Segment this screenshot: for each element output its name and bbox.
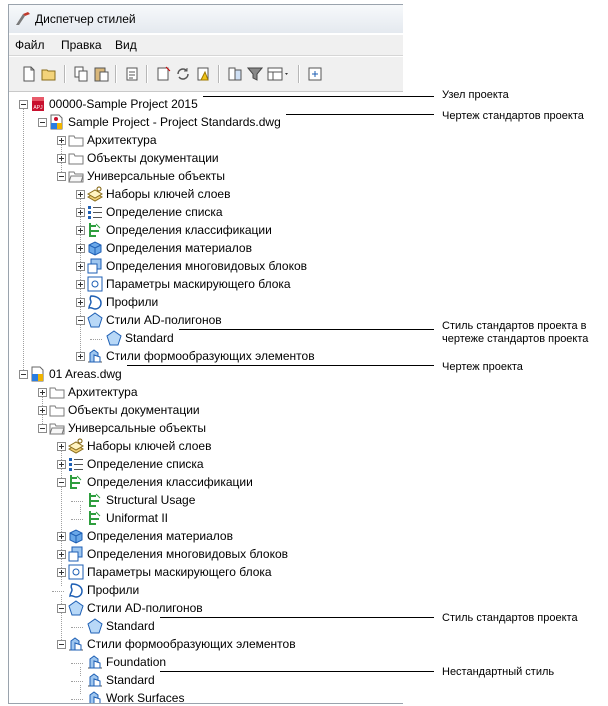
classification-icon: [68, 474, 84, 490]
node-multi-purpose-2[interactable]: [9, 420, 403, 438]
collapse-icon[interactable]: [57, 478, 66, 487]
tree-connector: [80, 199, 81, 208]
tree-connector: [71, 519, 83, 520]
tree-item-label: Определение списка: [87, 457, 204, 471]
annotation-standards-drawing: [442, 110, 584, 123]
expand-icon[interactable]: [38, 388, 47, 397]
node-areas-drawing[interactable]: [9, 366, 403, 384]
tree-item-label: Стили AD-полигонов: [106, 313, 222, 327]
tree-connector: [61, 577, 62, 586]
project-apj-icon: [30, 96, 46, 112]
standards-drawing-icon: [49, 114, 65, 130]
mass-element-icon: [87, 654, 103, 670]
version-style-icon[interactable]: [195, 66, 211, 82]
node-mask-block-1[interactable]: [9, 276, 403, 294]
polygon-icon: [68, 600, 84, 616]
node-mask-block-2[interactable]: [9, 564, 403, 582]
folder-open-icon: [68, 168, 84, 184]
annotation-standards-style: [442, 612, 578, 625]
tree-item-label: Определения многовидовых блоков: [106, 259, 308, 273]
toolbar-separator: [64, 65, 66, 83]
menu-view[interactable]: Вид: [115, 38, 137, 52]
folder-icon: [49, 384, 65, 400]
expand-icon[interactable]: [76, 226, 85, 235]
callout-line: [160, 617, 434, 618]
expand-icon[interactable]: [76, 208, 85, 217]
view-options-icon[interactable]: [267, 66, 291, 82]
tree-item-label: Определение списка: [106, 205, 223, 219]
tree-connector: [80, 685, 81, 694]
expand-icon[interactable]: [76, 280, 85, 289]
collapse-icon[interactable]: [57, 640, 66, 649]
annotation-text-line: Чертеж стандартов проекта: [442, 110, 584, 122]
tree-item-label: Structural Usage: [106, 493, 196, 507]
edit-style-icon[interactable]: [227, 66, 243, 82]
node-structural-usage[interactable]: [9, 492, 403, 510]
toolbar-separator: [146, 65, 148, 83]
tree-item-label: Универсальные объекты: [68, 421, 207, 435]
tree-item-label: Определения материалов: [87, 529, 233, 543]
node-standards-drawing[interactable]: [9, 114, 403, 132]
tree-item-label: Стили формообразующих элементов: [106, 349, 315, 363]
collapse-icon[interactable]: [57, 604, 66, 613]
node-mass-element-2[interactable]: [9, 636, 403, 654]
window-title: Диспетчер стилей: [35, 12, 136, 26]
tree-item-label: Наборы ключей слоев: [106, 187, 231, 201]
callout-line: [203, 96, 434, 97]
annotation-project-drawing: [442, 361, 523, 374]
callout-line: [286, 114, 434, 115]
tree-connector: [61, 487, 62, 532]
tree-item-label: Определения материалов: [106, 241, 252, 255]
tree-connector: [80, 307, 81, 316]
tree-item-label: Foundation: [106, 655, 167, 669]
title-bar: [9, 5, 403, 33]
collapse-icon[interactable]: [19, 100, 28, 109]
node-aec-polygon-1[interactable]: [9, 312, 403, 330]
tree-item-label: Архитектура: [68, 385, 138, 399]
mass-element-icon: [87, 348, 103, 364]
classification-icon: [87, 222, 103, 238]
node-multi-purpose-1[interactable]: [9, 168, 403, 186]
annotation-text-line: Нестандартный стиль: [442, 666, 555, 678]
paste-icon[interactable]: [93, 66, 109, 82]
tree-item-label: Наборы ключей слоев: [87, 439, 212, 453]
tree-connector: [71, 627, 83, 628]
node-architecture-2[interactable]: [9, 384, 403, 402]
material-icon: [87, 240, 103, 256]
folder-icon: [68, 132, 84, 148]
tree-connector: [52, 591, 64, 592]
callout-line: [160, 671, 434, 672]
collapse-icon[interactable]: [76, 316, 85, 325]
expand-icon[interactable]: [76, 262, 85, 271]
node-list-def-1[interactable]: [9, 204, 403, 222]
callout-line: [179, 329, 434, 330]
style-tree: [9, 93, 403, 703]
multiview-block-icon: [68, 546, 84, 562]
annotation-text-line: Чертеж проекта: [442, 361, 523, 373]
tree-item-label: Стили формообразующих элементов: [87, 637, 296, 651]
annotation-text-line: Стиль стандартов проекта в: [442, 320, 587, 332]
style-manager-window: [8, 4, 403, 704]
menu-bar: [9, 35, 403, 56]
classification-icon: [87, 510, 103, 526]
tree-connector: [71, 663, 83, 664]
menu-file[interactable]: Файл: [15, 38, 45, 52]
node-uniformat[interactable]: [9, 510, 403, 528]
new-drawing-icon[interactable]: [21, 66, 37, 82]
annotation-project-node: [442, 89, 509, 102]
tree-item-label: Определения классификации: [87, 475, 253, 489]
svg-text:APJ: APJ: [33, 105, 43, 111]
callout-line: [127, 365, 434, 366]
node-polygon-standard-2[interactable]: [9, 618, 403, 636]
folder-icon: [49, 402, 65, 418]
expand-icon[interactable]: [76, 244, 85, 253]
expand-icon[interactable]: [57, 568, 66, 577]
tree-connector: [71, 501, 83, 502]
expand-icon[interactable]: [57, 460, 66, 469]
tree-item-label: Параметры маскирующего блока: [106, 277, 291, 291]
tree-item-label: Профили: [106, 295, 159, 309]
tree-connector: [61, 163, 62, 172]
expand-icon[interactable]: [57, 154, 66, 163]
collapse-icon[interactable]: [57, 172, 66, 181]
annotation-standards-style-in-drawing: [442, 320, 588, 346]
drawing-icon: [30, 366, 46, 382]
expand-icon[interactable]: [38, 406, 47, 415]
node-work-surfaces[interactable]: [9, 690, 403, 704]
tree-item-label: Универсальные объекты: [87, 169, 226, 183]
toggle-view-icon[interactable]: [307, 66, 323, 82]
tree-connector: [80, 235, 81, 244]
open-drawing-icon[interactable]: [41, 66, 57, 82]
tree-connector: [61, 469, 62, 478]
multiview-block-icon: [87, 258, 103, 274]
tree-connector: [80, 253, 81, 262]
node-profiles-1[interactable]: [9, 294, 403, 312]
tree-connector: [80, 505, 81, 514]
toolbar-separator: [298, 65, 300, 83]
expand-icon[interactable]: [76, 352, 85, 361]
copy-icon[interactable]: [73, 66, 89, 82]
node-profiles-2[interactable]: [9, 582, 403, 600]
mass-element-icon: [68, 636, 84, 652]
annotation-nonstandard-style: [442, 666, 554, 679]
tree-connector: [23, 109, 24, 370]
collapse-icon[interactable]: [38, 424, 47, 433]
tree-item-label: Uniformat II: [106, 511, 169, 525]
tree-connector: [61, 559, 62, 568]
tree-connector: [61, 541, 62, 550]
classification-icon: [87, 492, 103, 508]
node-layer-key-2[interactable]: [9, 438, 403, 456]
node-material-def-1[interactable]: [9, 240, 403, 258]
polygon-icon: [106, 330, 122, 346]
tree-item-label: Определения классификации: [106, 223, 272, 237]
node-mass-element-1[interactable]: [9, 348, 403, 366]
node-multiview-1[interactable]: [9, 258, 403, 276]
node-mass-standard[interactable]: [9, 672, 403, 690]
node-polygon-standard-1[interactable]: [9, 330, 403, 348]
mask-block-icon: [68, 564, 84, 580]
mask-block-icon: [87, 276, 103, 292]
mass-element-icon: [87, 690, 103, 704]
tree-connector: [80, 217, 81, 226]
tree-connector: [61, 451, 62, 460]
node-architecture-1[interactable]: [9, 132, 403, 150]
tree-item-label: Объекты документации: [87, 151, 219, 165]
node-layer-key-1[interactable]: [9, 186, 403, 204]
purge-icon[interactable]: [124, 66, 140, 82]
polygon-icon: [87, 312, 103, 328]
expand-icon[interactable]: [76, 190, 85, 199]
node-aec-polygon-2[interactable]: [9, 600, 403, 618]
tree-item-label: Standard: [106, 619, 155, 633]
tree-item-label: Standard: [106, 673, 155, 687]
tree-item-label: Sample Project - Project Standards.dwg: [68, 115, 281, 129]
expand-icon[interactable]: [57, 136, 66, 145]
toolbar: [9, 57, 403, 92]
toolbar-separator: [218, 65, 220, 83]
tree-connector: [61, 595, 62, 604]
tree-item-label: 01 Areas.dwg: [49, 367, 122, 381]
tree-connector: [80, 271, 81, 280]
profile-icon: [68, 582, 84, 598]
tree-connector: [61, 613, 62, 640]
collapse-icon[interactable]: [19, 370, 28, 379]
list-icon: [68, 456, 84, 472]
synchronize-icon[interactable]: [175, 66, 191, 82]
material-icon: [68, 528, 84, 544]
tree-connector: [42, 397, 43, 406]
collapse-icon[interactable]: [38, 118, 47, 127]
mass-element-icon: [87, 672, 103, 688]
tree-connector: [90, 339, 102, 340]
node-multiview-2[interactable]: [9, 546, 403, 564]
tree-item-label: Standard: [125, 331, 174, 345]
folder-open-icon: [49, 420, 65, 436]
tree-connector: [61, 145, 62, 154]
expand-icon[interactable]: [57, 550, 66, 559]
expand-icon[interactable]: [57, 442, 66, 451]
list-icon: [87, 204, 103, 220]
tree-item-label: Параметры маскирующего блока: [87, 565, 272, 579]
profile-icon: [87, 294, 103, 310]
new-style-icon[interactable]: [155, 66, 171, 82]
tree-connector: [42, 415, 43, 424]
node-doc-objects-1[interactable]: [9, 150, 403, 168]
tree-item-label: 00000-Sample Project 2015: [49, 97, 198, 111]
toolbar-separator: [115, 65, 117, 83]
annotation-text-line: Узел проекта: [442, 89, 509, 101]
node-doc-objects-2[interactable]: [9, 402, 403, 420]
filter-icon[interactable]: [247, 66, 263, 82]
node-material-def-2[interactable]: [9, 528, 403, 546]
node-class-def-2[interactable]: [9, 474, 403, 492]
tree-item-label: Профили: [87, 583, 140, 597]
tree-item-label: Объекты документации: [68, 403, 200, 417]
tree-item-label: Определения многовидовых блоков: [87, 547, 289, 561]
tree-connector: [80, 667, 81, 676]
expand-icon[interactable]: [76, 298, 85, 307]
tree-item-label: Work Surfaces: [106, 691, 185, 704]
layer-keys-icon: [87, 186, 103, 202]
polygon-icon: [87, 618, 103, 634]
menu-edit[interactable]: Правка: [61, 38, 102, 52]
annotation-text-line: Стиль стандартов проекта: [442, 612, 578, 624]
node-list-def-2[interactable]: [9, 456, 403, 474]
tree-connector: [71, 699, 83, 700]
annotation-text-line: чертеже стандартов проекта: [442, 333, 589, 345]
node-foundation[interactable]: [9, 654, 403, 672]
node-class-def-1[interactable]: [9, 222, 403, 240]
node-project-root[interactable]: [9, 96, 403, 114]
folder-icon: [68, 150, 84, 166]
tree-connector: [80, 289, 81, 298]
style-manager-app-icon: [15, 12, 31, 26]
tree-connector: [71, 681, 83, 682]
tree-item-label: Архитектура: [87, 133, 157, 147]
layer-keys-icon: [68, 438, 84, 454]
expand-icon[interactable]: [57, 532, 66, 541]
tree-item-label: Стили AD-полигонов: [87, 601, 203, 615]
tree-connector: [80, 325, 81, 352]
